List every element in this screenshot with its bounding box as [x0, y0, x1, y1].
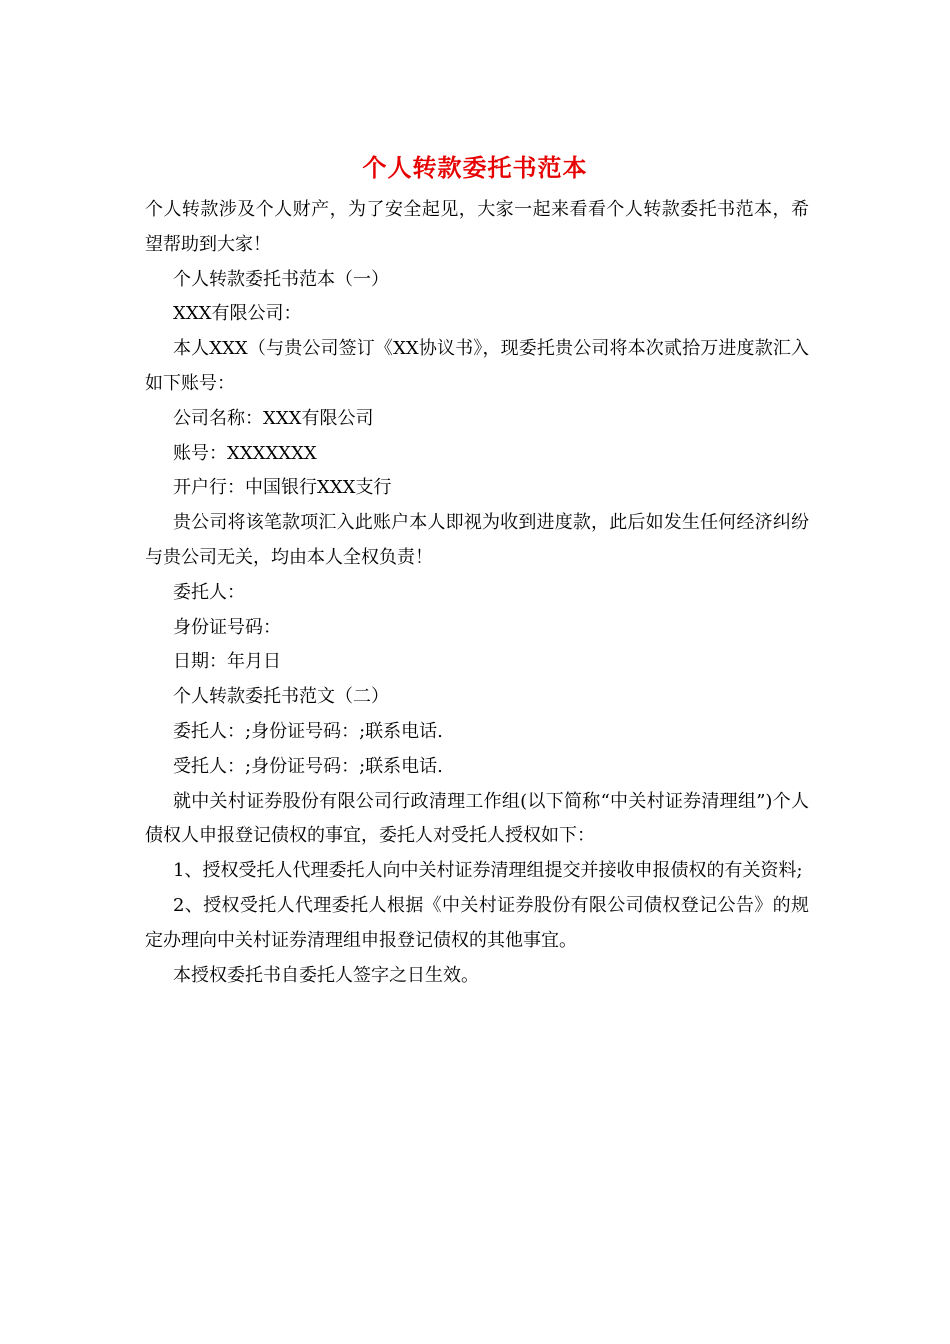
paragraph: 个人转款委托书范文（二） [173, 686, 389, 708]
paragraph: 本人XXX（与贵公司签订《XX协议书》，现委托贵公司将本次贰拾万进度款汇入如下账号： [145, 338, 809, 394]
document-title: 个人转款委托书范本 [362, 153, 588, 182]
paragraph: 个人转款涉及个人财产，为了安全起见，大家一起来看看个人转款委托书范本，希望帮助到大家！ [145, 199, 809, 255]
paragraph: 本授权委托书自委托人签字之日生效。 [173, 964, 479, 986]
paragraph: 贵公司将该笔款项汇入此账户本人即视为收到进度款，此后如发生任何经济纠纷与贵公司无关，均由本人全权负责！ [145, 512, 809, 568]
paragraph: 身份证号码： [173, 616, 281, 638]
paragraph: 委托人：;身份证号码：;联系电话. [173, 720, 443, 742]
paragraph: 日期：年月日 [173, 651, 281, 673]
paragraph: 受托人：;身份证号码：;联系电话. [173, 755, 443, 777]
paragraph: 开户行：中国银行XXX支行 [173, 477, 392, 499]
paragraph: 就中关村证券股份有限公司行政清理工作组(以下简称“中关村证券清理组”)个人债权人申报登记债权的事宜，委托人对受托人授权如下： [145, 790, 809, 847]
paragraph: 1、授权受托人代理委托人向中关村证券清理组提交并接收申报债权的有关资料; [173, 860, 803, 882]
paragraph: XXX有限公司： [173, 303, 302, 325]
paragraph: 个人转款委托书范本（一） [173, 268, 389, 290]
paragraph: 委托人： [173, 581, 245, 603]
paragraph: 账号：XXXXXXX [173, 442, 317, 464]
paragraph: 2、授权受托人代理委托人根据《中关村证券股份有限公司债权登记公告》的规定办理向中关村证券清理组申报登记债权的其他事宜。 [145, 894, 809, 951]
document-body [145, 193, 809, 993]
paragraph: 公司名称：XXX有限公司 [173, 407, 374, 429]
